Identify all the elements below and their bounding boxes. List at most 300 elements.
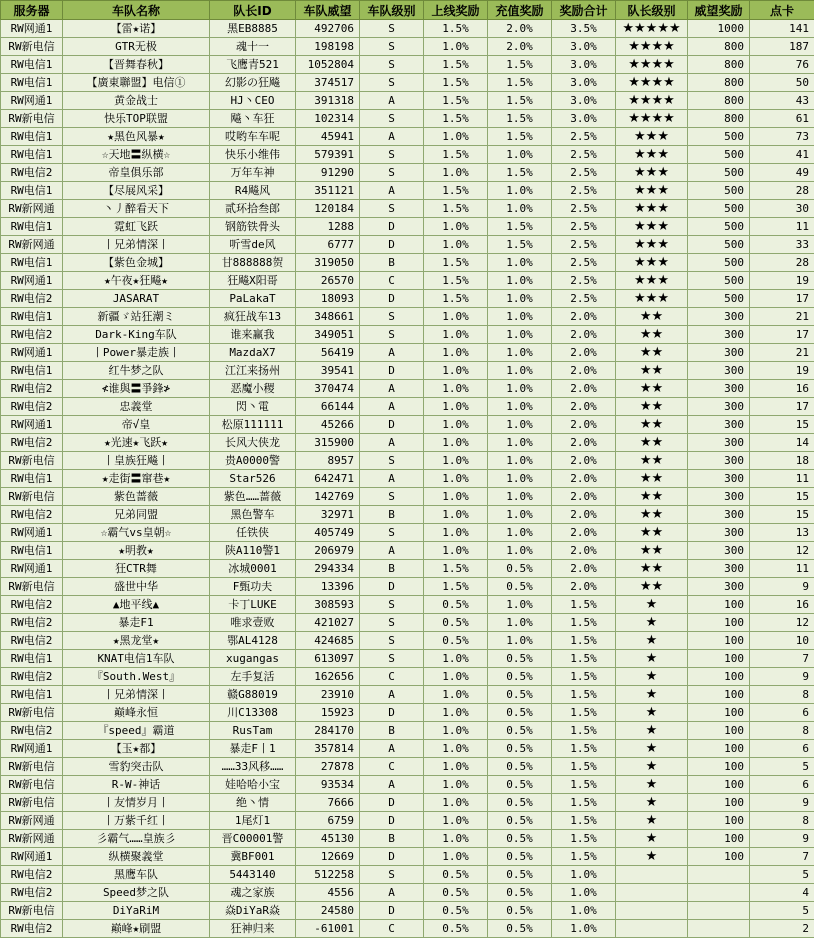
cell-team-level: A: [360, 434, 424, 452]
cell-captain-id: 1尾灯1: [210, 812, 296, 830]
cell-online-reward: 1.0%: [424, 488, 488, 506]
table-row: [1, 902, 814, 920]
cell-server: RW电信2: [1, 632, 63, 650]
cell-prestige-reward: 300: [688, 344, 750, 362]
cell-online-reward: 1.0%: [424, 398, 488, 416]
cell-team-name: ★午夜★狂飚★: [63, 272, 210, 290]
cell-team-level: A: [360, 398, 424, 416]
cell-server: RW电信2: [1, 506, 63, 524]
table-row: [1, 668, 814, 686]
cell-team-level: D: [360, 236, 424, 254]
cell-captain-level: ★★★★: [616, 38, 688, 56]
cell-captain-id: 陕A110警1: [210, 542, 296, 560]
cell-captain-id: 左手复活: [210, 668, 296, 686]
cell-captain-level: ★★: [616, 524, 688, 542]
cell-server: RW电信2: [1, 668, 63, 686]
cell-team-name: 霓虹飞跃: [63, 218, 210, 236]
cell-server: RW电信2: [1, 722, 63, 740]
cell-reward-total: 2.5%: [552, 218, 616, 236]
cell-team-name: 红牛梦之队: [63, 362, 210, 380]
cell-online-reward: 1.0%: [424, 524, 488, 542]
table-row: [1, 200, 814, 218]
table-row: [1, 362, 814, 380]
cell-team-name: KNAT电信1车队: [63, 650, 210, 668]
header-team-level: 车队级别: [360, 1, 424, 20]
cell-prestige-reward: 300: [688, 326, 750, 344]
cell-captain-level: ★★: [616, 416, 688, 434]
cell-recharge-reward: 1.0%: [488, 344, 552, 362]
cell-captain-level: ★: [616, 632, 688, 650]
cell-captain-id: 贰环拾叁郎: [210, 200, 296, 218]
cell-team-name: 盛世中华: [63, 578, 210, 596]
cell-point-card: 17: [750, 290, 814, 308]
cell-server: RW电信2: [1, 920, 63, 938]
cell-team-prestige: 23910: [296, 686, 360, 704]
table-row: [1, 794, 814, 812]
cell-recharge-reward: 1.5%: [488, 56, 552, 74]
cell-team-level: S: [360, 308, 424, 326]
cell-captain-id: 快乐小维伟: [210, 146, 296, 164]
cell-team-level: D: [360, 902, 424, 920]
cell-captain-level: ★★: [616, 506, 688, 524]
cell-online-reward: 1.0%: [424, 812, 488, 830]
table-row: [1, 92, 814, 110]
table-row: [1, 524, 814, 542]
cell-team-prestige: 93534: [296, 776, 360, 794]
cell-online-reward: 1.0%: [424, 38, 488, 56]
table-row: [1, 830, 814, 848]
header-recharge-reward: 充值奖励: [488, 1, 552, 20]
cell-server: RW电信2: [1, 434, 63, 452]
cell-captain-level: ★★★: [616, 218, 688, 236]
cell-team-prestige: 45130: [296, 830, 360, 848]
cell-online-reward: 0.5%: [424, 920, 488, 938]
cell-reward-total: 1.5%: [552, 722, 616, 740]
cell-captain-id: 江江来扬州: [210, 362, 296, 380]
table-row: [1, 506, 814, 524]
cell-team-name: 新疆ゞ站狂潮ミ: [63, 308, 210, 326]
cell-captain-id: ……33风移……: [210, 758, 296, 776]
cell-prestige-reward: 100: [688, 830, 750, 848]
cell-captain-level: ★★: [616, 362, 688, 380]
cell-team-level: D: [360, 578, 424, 596]
cell-reward-total: 1.5%: [552, 758, 616, 776]
cell-prestige-reward: 100: [688, 668, 750, 686]
table-row: [1, 596, 814, 614]
table-row: [1, 650, 814, 668]
cell-server: RW电信1: [1, 308, 63, 326]
cell-server: RW新网通: [1, 200, 63, 218]
cell-point-card: 11: [750, 560, 814, 578]
cell-captain-id: 黑EB8885: [210, 20, 296, 38]
cell-captain-id: HJ丶CEO: [210, 92, 296, 110]
cell-team-name: 丨兄弟情深丨: [63, 686, 210, 704]
table-row: [1, 56, 814, 74]
cell-reward-total: 2.5%: [552, 182, 616, 200]
cell-team-prestige: 308593: [296, 596, 360, 614]
cell-captain-level: ★: [616, 686, 688, 704]
cell-online-reward: 1.0%: [424, 218, 488, 236]
cell-prestige-reward: 800: [688, 92, 750, 110]
cell-captain-level: [616, 902, 688, 920]
header-prestige-reward: 威望奖励: [688, 1, 750, 20]
cell-recharge-reward: 1.0%: [488, 362, 552, 380]
cell-server: RW电信1: [1, 146, 63, 164]
cell-reward-total: 2.5%: [552, 128, 616, 146]
cell-online-reward: 1.0%: [424, 776, 488, 794]
cell-reward-total: 3.0%: [552, 56, 616, 74]
cell-prestige-reward: 500: [688, 164, 750, 182]
cell-captain-level: ★★: [616, 434, 688, 452]
header-captain-level: 队长级别: [616, 1, 688, 20]
cell-online-reward: 1.0%: [424, 740, 488, 758]
cell-captain-level: ★★★: [616, 146, 688, 164]
cell-team-level: D: [360, 290, 424, 308]
table-row: [1, 272, 814, 290]
cell-reward-total: 1.5%: [552, 830, 616, 848]
cell-prestige-reward: 300: [688, 470, 750, 488]
cell-server: RW新电信: [1, 776, 63, 794]
cell-point-card: 10: [750, 632, 814, 650]
cell-online-reward: 1.5%: [424, 56, 488, 74]
cell-captain-id: 5443140: [210, 866, 296, 884]
table-row: [1, 218, 814, 236]
cell-prestige-reward: 100: [688, 686, 750, 704]
cell-captain-id: 黑色警车: [210, 506, 296, 524]
cell-prestige-reward: 100: [688, 740, 750, 758]
cell-prestige-reward: [688, 920, 750, 938]
cell-server: RW网通1: [1, 416, 63, 434]
cell-team-name: 【玉★都】: [63, 740, 210, 758]
cell-online-reward: 1.0%: [424, 308, 488, 326]
cell-prestige-reward: 500: [688, 146, 750, 164]
cell-point-card: 9: [750, 668, 814, 686]
cell-point-card: 5: [750, 758, 814, 776]
cell-reward-total: 2.5%: [552, 254, 616, 272]
cell-team-name: 狂CTR舞: [63, 560, 210, 578]
cell-recharge-reward: 1.0%: [488, 398, 552, 416]
cell-captain-id: RusTam: [210, 722, 296, 740]
cell-prestige-reward: 500: [688, 254, 750, 272]
cell-team-name: 【尽展风采】: [63, 182, 210, 200]
cell-team-prestige: 45266: [296, 416, 360, 434]
cell-online-reward: 1.5%: [424, 578, 488, 596]
cell-prestige-reward: 500: [688, 272, 750, 290]
cell-team-prestige: 1052804: [296, 56, 360, 74]
cell-online-reward: 1.5%: [424, 110, 488, 128]
cell-team-level: S: [360, 650, 424, 668]
cell-prestige-reward: 300: [688, 416, 750, 434]
cell-team-prestige: 26570: [296, 272, 360, 290]
table-row: [1, 182, 814, 200]
header-online-reward: 上线奖励: [424, 1, 488, 20]
cell-team-level: S: [360, 146, 424, 164]
cell-prestige-reward: 100: [688, 614, 750, 632]
cell-online-reward: 1.0%: [424, 668, 488, 686]
cell-captain-id: 幻影の狂飚: [210, 74, 296, 92]
cell-recharge-reward: 1.5%: [488, 218, 552, 236]
cell-team-level: A: [360, 542, 424, 560]
cell-online-reward: 1.0%: [424, 506, 488, 524]
cell-prestige-reward: 300: [688, 488, 750, 506]
cell-recharge-reward: 1.0%: [488, 254, 552, 272]
cell-reward-total: 2.5%: [552, 236, 616, 254]
cell-reward-total: 2.0%: [552, 542, 616, 560]
cell-team-prestige: 370474: [296, 380, 360, 398]
cell-online-reward: 1.0%: [424, 650, 488, 668]
cell-prestige-reward: 100: [688, 776, 750, 794]
cell-reward-total: 1.5%: [552, 794, 616, 812]
cell-reward-total: 3.0%: [552, 38, 616, 56]
cell-recharge-reward: 1.0%: [488, 416, 552, 434]
cell-server: RW网通1: [1, 92, 63, 110]
cell-point-card: 6: [750, 776, 814, 794]
cell-team-name: ★走街〓窜巷★: [63, 470, 210, 488]
cell-team-level: B: [360, 560, 424, 578]
cell-prestige-reward: 500: [688, 200, 750, 218]
cell-recharge-reward: 1.0%: [488, 452, 552, 470]
cell-captain-level: ★★★★: [616, 92, 688, 110]
cell-server: RW电信1: [1, 686, 63, 704]
cell-server: RW电信1: [1, 362, 63, 380]
cell-online-reward: 1.0%: [424, 128, 488, 146]
cell-server: RW网通1: [1, 740, 63, 758]
cell-online-reward: 0.5%: [424, 614, 488, 632]
table-row: [1, 344, 814, 362]
cell-point-card: 76: [750, 56, 814, 74]
table-row: [1, 38, 814, 56]
cell-team-level: D: [360, 848, 424, 866]
cell-prestige-reward: 100: [688, 758, 750, 776]
cell-server: RW网通1: [1, 524, 63, 542]
cell-team-prestige: 206979: [296, 542, 360, 560]
cell-server: RW电信2: [1, 380, 63, 398]
cell-captain-level: ★★★: [616, 128, 688, 146]
cell-recharge-reward: 0.5%: [488, 830, 552, 848]
cell-team-level: A: [360, 470, 424, 488]
cell-prestige-reward: 500: [688, 236, 750, 254]
cell-point-card: 30: [750, 200, 814, 218]
cell-server: RW网通1: [1, 848, 63, 866]
cell-team-prestige: 162656: [296, 668, 360, 686]
cell-captain-level: ★★: [616, 560, 688, 578]
cell-team-level: A: [360, 776, 424, 794]
cell-recharge-reward: 1.0%: [488, 290, 552, 308]
cell-online-reward: 1.0%: [424, 848, 488, 866]
cell-captain-id: 赣G88019: [210, 686, 296, 704]
cell-captain-id: 鄂AL4128: [210, 632, 296, 650]
cell-server: RW电信2: [1, 884, 63, 902]
cell-captain-level: [616, 884, 688, 902]
table-row: [1, 722, 814, 740]
cell-team-prestige: 91290: [296, 164, 360, 182]
cell-point-card: 19: [750, 362, 814, 380]
cell-team-prestige: 351121: [296, 182, 360, 200]
cell-reward-total: 2.0%: [552, 488, 616, 506]
cell-captain-level: ★: [616, 704, 688, 722]
cell-prestige-reward: 300: [688, 542, 750, 560]
cell-reward-total: 2.0%: [552, 398, 616, 416]
cell-prestige-reward: 500: [688, 290, 750, 308]
cell-captain-id: PaLakaT: [210, 290, 296, 308]
cell-server: RW网通1: [1, 344, 63, 362]
cell-reward-total: 2.0%: [552, 470, 616, 488]
cell-captain-level: ★: [616, 812, 688, 830]
cell-point-card: 17: [750, 398, 814, 416]
cell-captain-level: ★: [616, 650, 688, 668]
cell-team-level: S: [360, 866, 424, 884]
cell-prestige-reward: [688, 902, 750, 920]
cell-prestige-reward: 100: [688, 632, 750, 650]
cell-captain-id: 魂之家族: [210, 884, 296, 902]
cell-captain-id: 冀BF001: [210, 848, 296, 866]
cell-recharge-reward: 1.0%: [488, 380, 552, 398]
cell-prestige-reward: 800: [688, 38, 750, 56]
cell-point-card: 43: [750, 92, 814, 110]
cell-captain-id: 钢筋铁骨头: [210, 218, 296, 236]
cell-recharge-reward: 0.5%: [488, 794, 552, 812]
table-row: [1, 434, 814, 452]
cell-team-prestige: 12669: [296, 848, 360, 866]
cell-reward-total: 3.0%: [552, 74, 616, 92]
cell-captain-id: 贵A0000警: [210, 452, 296, 470]
cell-team-name: 丨皇族狂飚丨: [63, 452, 210, 470]
cell-prestige-reward: 300: [688, 452, 750, 470]
cell-point-card: 21: [750, 308, 814, 326]
cell-recharge-reward: 1.5%: [488, 164, 552, 182]
cell-online-reward: 1.5%: [424, 74, 488, 92]
cell-reward-total: 3.0%: [552, 110, 616, 128]
cell-team-level: S: [360, 56, 424, 74]
cell-team-prestige: 405749: [296, 524, 360, 542]
cell-point-card: 8: [750, 812, 814, 830]
cell-captain-id: 晋C00001警: [210, 830, 296, 848]
cell-captain-level: ★: [616, 668, 688, 686]
cell-team-prestige: 349051: [296, 326, 360, 344]
cell-reward-total: 3.0%: [552, 92, 616, 110]
cell-recharge-reward: 1.0%: [488, 596, 552, 614]
header-team-name: 车队名称: [63, 1, 210, 20]
cell-captain-id: 焱DiYaR焱: [210, 902, 296, 920]
table-row: [1, 578, 814, 596]
cell-team-level: S: [360, 524, 424, 542]
cell-captain-id: 恶魔小稷: [210, 380, 296, 398]
cell-team-name: ▲地平线▲: [63, 596, 210, 614]
cell-captain-level: ★★★★: [616, 110, 688, 128]
cell-team-prestige: 424685: [296, 632, 360, 650]
cell-team-name: 暴走F1: [63, 614, 210, 632]
cell-online-reward: 1.5%: [424, 92, 488, 110]
cell-recharge-reward: 1.0%: [488, 542, 552, 560]
cell-team-level: D: [360, 794, 424, 812]
cell-prestige-reward: 300: [688, 578, 750, 596]
cell-team-name: 黑鹰车队: [63, 866, 210, 884]
cell-captain-id: 狂飚X阳哥: [210, 272, 296, 290]
cell-captain-id: 唯求壹败: [210, 614, 296, 632]
cell-team-level: B: [360, 722, 424, 740]
table-row: [1, 488, 814, 506]
cell-server: RW新电信: [1, 794, 63, 812]
cell-point-card: 33: [750, 236, 814, 254]
cell-captain-level: ★: [616, 830, 688, 848]
cell-team-prestige: 319050: [296, 254, 360, 272]
cell-prestige-reward: 500: [688, 182, 750, 200]
cell-captain-level: ★★: [616, 380, 688, 398]
table-row: [1, 308, 814, 326]
cell-team-level: A: [360, 686, 424, 704]
cell-server: RW电信2: [1, 326, 63, 344]
cell-team-prestige: -61001: [296, 920, 360, 938]
table-row: [1, 758, 814, 776]
cell-recharge-reward: 1.0%: [488, 308, 552, 326]
cell-online-reward: 1.0%: [424, 380, 488, 398]
cell-captain-level: ★: [616, 848, 688, 866]
cell-team-level: S: [360, 164, 424, 182]
cell-captain-id: 閃丶電: [210, 398, 296, 416]
cell-reward-total: 2.5%: [552, 146, 616, 164]
cell-point-card: 9: [750, 578, 814, 596]
cell-prestige-reward: 500: [688, 128, 750, 146]
cell-captain-level: ★★★: [616, 200, 688, 218]
cell-prestige-reward: [688, 866, 750, 884]
table-row: [1, 884, 814, 902]
cell-point-card: 15: [750, 488, 814, 506]
cell-reward-total: 1.0%: [552, 920, 616, 938]
cell-team-level: S: [360, 38, 424, 56]
cell-reward-total: 1.5%: [552, 776, 616, 794]
cell-team-level: A: [360, 92, 424, 110]
cell-online-reward: 1.5%: [424, 560, 488, 578]
cell-team-level: D: [360, 416, 424, 434]
cell-recharge-reward: 0.5%: [488, 578, 552, 596]
cell-team-prestige: 421027: [296, 614, 360, 632]
cell-server: RW新网通: [1, 236, 63, 254]
cell-captain-level: ★: [616, 722, 688, 740]
cell-point-card: 41: [750, 146, 814, 164]
cell-team-level: C: [360, 668, 424, 686]
cell-captain-level: [616, 920, 688, 938]
cell-captain-level: ★: [616, 794, 688, 812]
cell-team-prestige: 357814: [296, 740, 360, 758]
cell-reward-total: 2.0%: [552, 578, 616, 596]
cell-captain-level: ★: [616, 614, 688, 632]
cell-point-card: 12: [750, 542, 814, 560]
cell-server: RW电信2: [1, 866, 63, 884]
cell-team-level: B: [360, 254, 424, 272]
cell-online-reward: 1.0%: [424, 434, 488, 452]
cell-point-card: 8: [750, 686, 814, 704]
cell-captain-id: MazdaX7: [210, 344, 296, 362]
cell-captain-level: [616, 866, 688, 884]
cell-point-card: 16: [750, 380, 814, 398]
cell-prestige-reward: 800: [688, 74, 750, 92]
cell-team-level: C: [360, 272, 424, 290]
cell-recharge-reward: 0.5%: [488, 722, 552, 740]
cell-captain-level: ★★★: [616, 254, 688, 272]
cell-prestige-reward: 100: [688, 704, 750, 722]
cell-recharge-reward: 2.0%: [488, 38, 552, 56]
header-captain-id: 队长ID: [210, 1, 296, 20]
table-row: [1, 20, 814, 38]
cell-reward-total: 2.5%: [552, 164, 616, 182]
table-row: [1, 380, 814, 398]
cell-team-level: A: [360, 128, 424, 146]
table-row: [1, 560, 814, 578]
table-row: [1, 416, 814, 434]
cell-recharge-reward: 1.5%: [488, 236, 552, 254]
table-row: [1, 452, 814, 470]
table-row: [1, 632, 814, 650]
